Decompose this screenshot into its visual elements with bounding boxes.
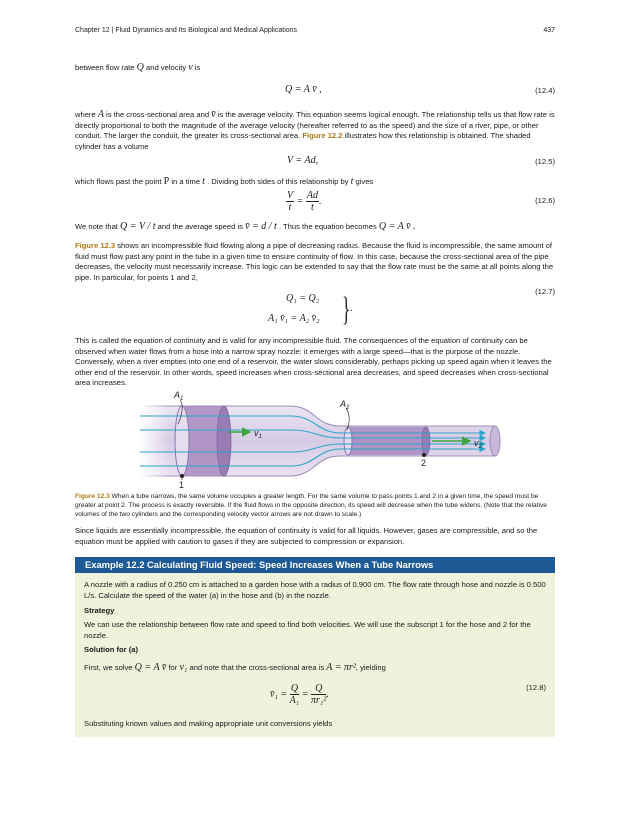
equation-number-12-7: (12.7) <box>535 287 555 296</box>
figure-12-3-link[interactable]: Figure 12.3 <box>75 241 116 250</box>
equation-number-12-4: (12.4) <box>535 86 555 95</box>
figure-12-3-caption: Figure 12.3 When a tube narrows, the same volume occupies a greater length. For the same volume to pass points 1 and 2 in a given time, the speed must be greater at point 2. The process is exactly reversible. If the fluid flows in the opposite direction, its speed will decrease when the tube widens. (Note that the relative volumes of the two cylinders and the corresponding velocity vector arrows are not drawn to scale.) <box>75 493 547 518</box>
equation-12-5: V = Ad, <box>287 155 319 166</box>
label-a2: $A_2$ <box>340 399 350 411</box>
paragraph-flow-rate: where A is the cross-sectional area and v̄ is the average velocity. This equation seems logical enough. The relationship tells us that flow rate is directly proportional to both the magnitude of the average velocity (hereafter referred to as the speed) and the size of a river, pipe, or other conduit. The larger the conduit, the greater its cross-sectional area. Figure 12.2 illustrates how this relationship is obtained. The shaded cylinder has a volume <box>75 109 555 151</box>
figure-12-2-link[interactable]: Figure 12.2 <box>302 131 343 141</box>
caption-figure-label: Figure 12.3 <box>75 493 110 500</box>
equation-12-4: Q = A v̄ , <box>285 84 322 95</box>
cylinder-2 <box>348 427 426 455</box>
substitution-text: Substituting known values and making appropriate unit conversions yields <box>84 719 333 728</box>
point-1-marker <box>180 474 184 478</box>
paragraph-we-note: We note that Q = V / t and the average speed is v̄ = d / t . Thus the equation becomes Q = A v̄ . <box>75 221 416 232</box>
equation-12-7: Q₁ = Q₂ A₁ v̄₁ = A₂ v̄₂ } . <box>268 291 353 328</box>
running-header <box>75 26 555 37</box>
equation-number-12-6: (12.6) <box>535 196 555 205</box>
example-12-2-title: Example 12.2 Calculating Fluid Speed: Speed Increases When a Tube Narrows <box>75 557 555 573</box>
cross-section-a2 <box>344 427 352 455</box>
paragraph-figure-12-3-intro: Figure 12.3 shows an incompressible fluid flowing along a pipe of decreasing radius. Because the fluid is incompressible, the same amount of fluid must flow past any point in the tube in a given time to ensure continuity of flow. In this case, because the cross-sectional area of the pipe decreases, the velocity must necessarily increase. This logic can be extended to say that the flow rate must be the same at all points along the pipe. In particular, for points 1 and 2, <box>75 241 554 282</box>
point-2-marker <box>422 453 426 457</box>
solution-a-heading: Solution for (a) <box>84 645 138 654</box>
paragraph-dividing: which flows past the point P in a time t . Dividing both sides of this relationship by t gives <box>75 176 374 187</box>
label-a1: $A_1$ <box>174 390 184 402</box>
equation-12-8: v̄₁ = $\frac{Q}{\text{A₁}}$ = $\frac{Q}{\text{πr₁²}}$ . <box>270 683 329 706</box>
label-v2: $v_2$ <box>474 438 482 450</box>
label-point-2: 2 <box>421 458 427 468</box>
example-problem: A nozzle with a radius of 0.250 cm is attached to a garden hose with a radius of 0.900 cm. The flow rate through hose and nozzle is 0.500 L/s. Calculate the speed of the water (a) in the hose and (b) in the nozzle. <box>84 580 546 600</box>
equation-number-12-8: (12.8) <box>526 683 546 692</box>
equation-12-6: $\frac{V}{t}$ = $\frac{Ad}{t}$ . <box>287 190 322 213</box>
intro-line: between flow rate Q and velocity v is <box>75 62 201 73</box>
strategy-text: We can use the relationship between flow rate and speed to find both velocities. We will use the subscript 1 for the hose and 2 for the nozzle. <box>84 620 531 640</box>
equation-number-12-5: (12.5) <box>535 157 555 166</box>
paragraph-liquids-incompressible: Since liquids are essentially incompressible, the equation of continuity is valid for all liquids. However, gases are compressible, and so the equation must be applied with caution to gases if they are subjected to compression or expansion. <box>75 526 538 546</box>
strategy-heading: Strategy <box>84 606 115 615</box>
figure-12-3-diagram <box>140 388 510 488</box>
pipe-end-cap <box>490 426 500 456</box>
paragraph-continuity: This is called the equation of continuity and is valid for any incompressible fluid. The consequences of the equation of continuity can be observed when water flows from a hose into a narrow spray nozzle: it emerges with a large speed—that is the purpose of the nozzle. Conversely, when a river empties into one end of a reservoir, the water slows considerably, perhaps picking up speed again when it leaves the other end of the reservoir. In other words, speed increases when cross-sectional area decreases, and speed decreases when cross-sectional area increases. <box>75 336 552 388</box>
chapter-title: Chapter 12 | Fluid Dynamics and Its Biological and Medical Applications <box>75 27 298 34</box>
label-point-1: 1 <box>179 480 185 488</box>
brace-icon: } <box>342 291 351 328</box>
solution-a-text: First, we solve Q = A v̄ for v₁ and note that the cross-sectional area is A = πr², yielding <box>84 662 386 673</box>
page-number: 437 <box>543 27 555 34</box>
label-v1: $v_1$ <box>254 428 262 440</box>
